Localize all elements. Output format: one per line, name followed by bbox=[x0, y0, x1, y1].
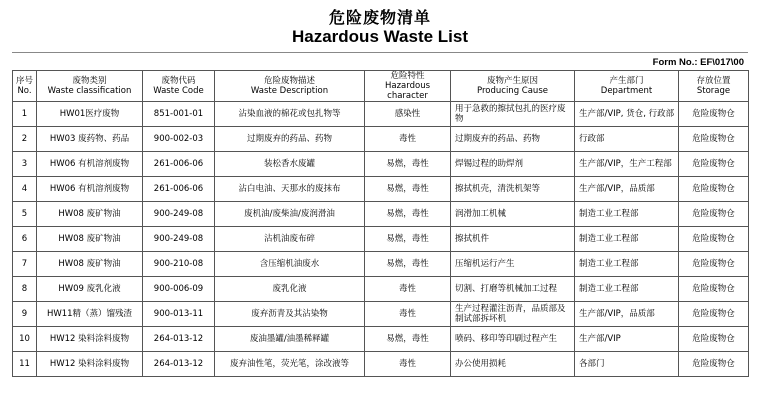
cell-hazard: 毒性 bbox=[365, 127, 451, 152]
cell-no: 10 bbox=[13, 327, 37, 352]
cell-description: 沾染血液的棉花或包扎物等 bbox=[215, 102, 365, 127]
cell-department: 制造工业工程部 bbox=[575, 252, 679, 277]
cell-storage: 危险废物仓 bbox=[679, 327, 749, 352]
cell-cause: 压缩机运行产生 bbox=[451, 252, 575, 277]
cell-cause: 喷码、移印等印刷过程产生 bbox=[451, 327, 575, 352]
cell-description: 过期废弃的药品、药物 bbox=[215, 127, 365, 152]
cell-no: 2 bbox=[13, 127, 37, 152]
table-row bbox=[13, 177, 749, 202]
cell-hazard: 毒性 bbox=[365, 352, 451, 377]
cell-hazard: 毒性 bbox=[365, 277, 451, 302]
hazardous-waste-table bbox=[12, 70, 749, 377]
cell-department: 生产部/VIP，品质部 bbox=[575, 302, 679, 327]
page-title-en: Hazardous Waste List bbox=[291, 27, 469, 46]
cell-no: 4 bbox=[13, 177, 37, 202]
cell-storage: 危险废物仓 bbox=[679, 202, 749, 227]
col-header-cause: 废物产生原因 Producing Cause bbox=[451, 71, 575, 102]
cell-code: 900-013-11 bbox=[143, 302, 215, 327]
table-row bbox=[13, 102, 749, 127]
cell-description: 废机油/废柴油/废润滑油 bbox=[215, 202, 365, 227]
cell-no: 1 bbox=[13, 102, 37, 127]
cell-classification: HW12 染料涂料废物 bbox=[37, 327, 143, 352]
table-row bbox=[13, 327, 749, 352]
cell-no: 6 bbox=[13, 227, 37, 252]
cell-cause: 擦拭机件 bbox=[451, 227, 575, 252]
cell-code: 261-006-06 bbox=[143, 177, 215, 202]
cell-classification: HW08 废矿物油 bbox=[37, 227, 143, 252]
table-row bbox=[13, 127, 749, 152]
cell-department: 生产部/VIP，品质部 bbox=[575, 177, 679, 202]
cell-department: 制造工业工程部 bbox=[575, 277, 679, 302]
cell-classification: HW01医疗废物 bbox=[37, 102, 143, 127]
col-header-hazard: 危险特性 Hazardous character bbox=[365, 71, 451, 102]
cell-storage: 危险废物仓 bbox=[679, 177, 749, 202]
cell-no: 11 bbox=[13, 352, 37, 377]
col-header-department: 产生部门 Department bbox=[575, 71, 679, 102]
cell-cause: 过期废弃的药品、药物 bbox=[451, 127, 575, 152]
cell-description: 沾机油废布碎 bbox=[215, 227, 365, 252]
form-number: Form No.: EF\017\00 bbox=[652, 57, 744, 68]
cell-storage: 危险废物仓 bbox=[679, 352, 749, 377]
cell-department: 生产部/VIP bbox=[575, 327, 679, 352]
cell-department: 生产部/VIP, 货仓, 行政部 bbox=[575, 102, 679, 127]
cell-department: 制造工业工程部 bbox=[575, 227, 679, 252]
cell-hazard: 易燃，毒性 bbox=[365, 227, 451, 252]
cell-code: 900-006-09 bbox=[143, 277, 215, 302]
cell-hazard: 易燃，毒性 bbox=[365, 252, 451, 277]
col-header-classification: 废物类别 Waste classification bbox=[37, 71, 143, 102]
cell-code: 264-013-12 bbox=[143, 327, 215, 352]
cell-cause: 用于急救的擦拭包扎的医疗废物 bbox=[451, 102, 575, 127]
header-divider bbox=[12, 52, 748, 53]
cell-cause: 焊锡过程的助焊剂 bbox=[451, 152, 575, 177]
cell-code: 900-249-08 bbox=[143, 202, 215, 227]
cell-storage: 危险废物仓 bbox=[679, 127, 749, 152]
table-row bbox=[13, 152, 749, 177]
cell-no: 3 bbox=[13, 152, 37, 177]
cell-cause: 润滑加工机械 bbox=[451, 202, 575, 227]
cell-no: 5 bbox=[13, 202, 37, 227]
cell-cause: 擦拭机壳，清洗机架等 bbox=[451, 177, 575, 202]
cell-cause: 生产过程灌注沥青，品质部及制试部拆坏机 bbox=[451, 302, 575, 327]
cell-description: 装松香水废罐 bbox=[215, 152, 365, 177]
cell-description: 废乳化液 bbox=[215, 277, 365, 302]
cell-classification: HW06 有机溶剂废物 bbox=[37, 152, 143, 177]
cell-storage: 危险废物仓 bbox=[679, 302, 749, 327]
cell-code: 900-002-03 bbox=[143, 127, 215, 152]
cell-classification: HW09 废乳化液 bbox=[37, 277, 143, 302]
col-header-code: 废物代码 Waste Code bbox=[143, 71, 215, 102]
cell-description: 废油墨罐/油墨稀释罐 bbox=[215, 327, 365, 352]
table-row bbox=[13, 202, 749, 227]
table-header-row bbox=[13, 71, 749, 102]
cell-cause: 办公使用损耗 bbox=[451, 352, 575, 377]
cell-department: 各部门 bbox=[575, 352, 679, 377]
cell-classification: HW03 废药物、药品 bbox=[37, 127, 143, 152]
cell-storage: 危险废物仓 bbox=[679, 277, 749, 302]
cell-storage: 危险废物仓 bbox=[679, 252, 749, 277]
cell-no: 8 bbox=[13, 277, 37, 302]
cell-description: 废弃油性笔，荧光笔，涂改液等 bbox=[215, 352, 365, 377]
cell-classification: HW08 废矿物油 bbox=[37, 252, 143, 277]
col-header-description: 危险废物描述 Waste Description bbox=[215, 71, 365, 102]
cell-description: 含压缩机油废水 bbox=[215, 252, 365, 277]
cell-storage: 危险废物仓 bbox=[679, 152, 749, 177]
cell-code: 261-006-06 bbox=[143, 152, 215, 177]
cell-hazard: 易燃，毒性 bbox=[365, 202, 451, 227]
cell-hazard: 感染性 bbox=[365, 102, 451, 127]
col-header-storage: 存放位置 Storage bbox=[679, 71, 749, 102]
cell-hazard: 毒性 bbox=[365, 302, 451, 327]
cell-department: 行政部 bbox=[575, 127, 679, 152]
page-title-cn: 危险废物清单 bbox=[328, 8, 431, 27]
cell-hazard: 易燃，毒性 bbox=[365, 327, 451, 352]
table-row bbox=[13, 302, 749, 327]
cell-classification: HW06 有机溶剂废物 bbox=[37, 177, 143, 202]
cell-storage: 危险废物仓 bbox=[679, 227, 749, 252]
cell-classification: HW12 染料涂料废物 bbox=[37, 352, 143, 377]
cell-code: 851-001-01 bbox=[143, 102, 215, 127]
table-row bbox=[13, 277, 749, 302]
cell-cause: 切割、打磨等机械加工过程 bbox=[451, 277, 575, 302]
cell-no: 7 bbox=[13, 252, 37, 277]
cell-code: 264-013-12 bbox=[143, 352, 215, 377]
cell-hazard: 易燃，毒性 bbox=[365, 177, 451, 202]
cell-code: 900-210-08 bbox=[143, 252, 215, 277]
cell-department: 生产部/VIP，生产工程部 bbox=[575, 152, 679, 177]
cell-classification: HW11精（蒸）馏残渣 bbox=[37, 302, 143, 327]
table-row bbox=[13, 352, 749, 377]
cell-storage: 危险废物仓 bbox=[679, 102, 749, 127]
col-header-no: 序号 No. bbox=[13, 71, 37, 102]
cell-hazard: 易燃，毒性 bbox=[365, 152, 451, 177]
table-row bbox=[13, 252, 749, 277]
cell-no: 9 bbox=[13, 302, 37, 327]
cell-description: 废弃沥青及其沾染物 bbox=[215, 302, 365, 327]
table-row bbox=[13, 227, 749, 252]
cell-department: 制造工业工程部 bbox=[575, 202, 679, 227]
cell-code: 900-249-08 bbox=[143, 227, 215, 252]
cell-classification: HW08 废矿物油 bbox=[37, 202, 143, 227]
cell-description: 沾白电油、天那水的废抹布 bbox=[215, 177, 365, 202]
